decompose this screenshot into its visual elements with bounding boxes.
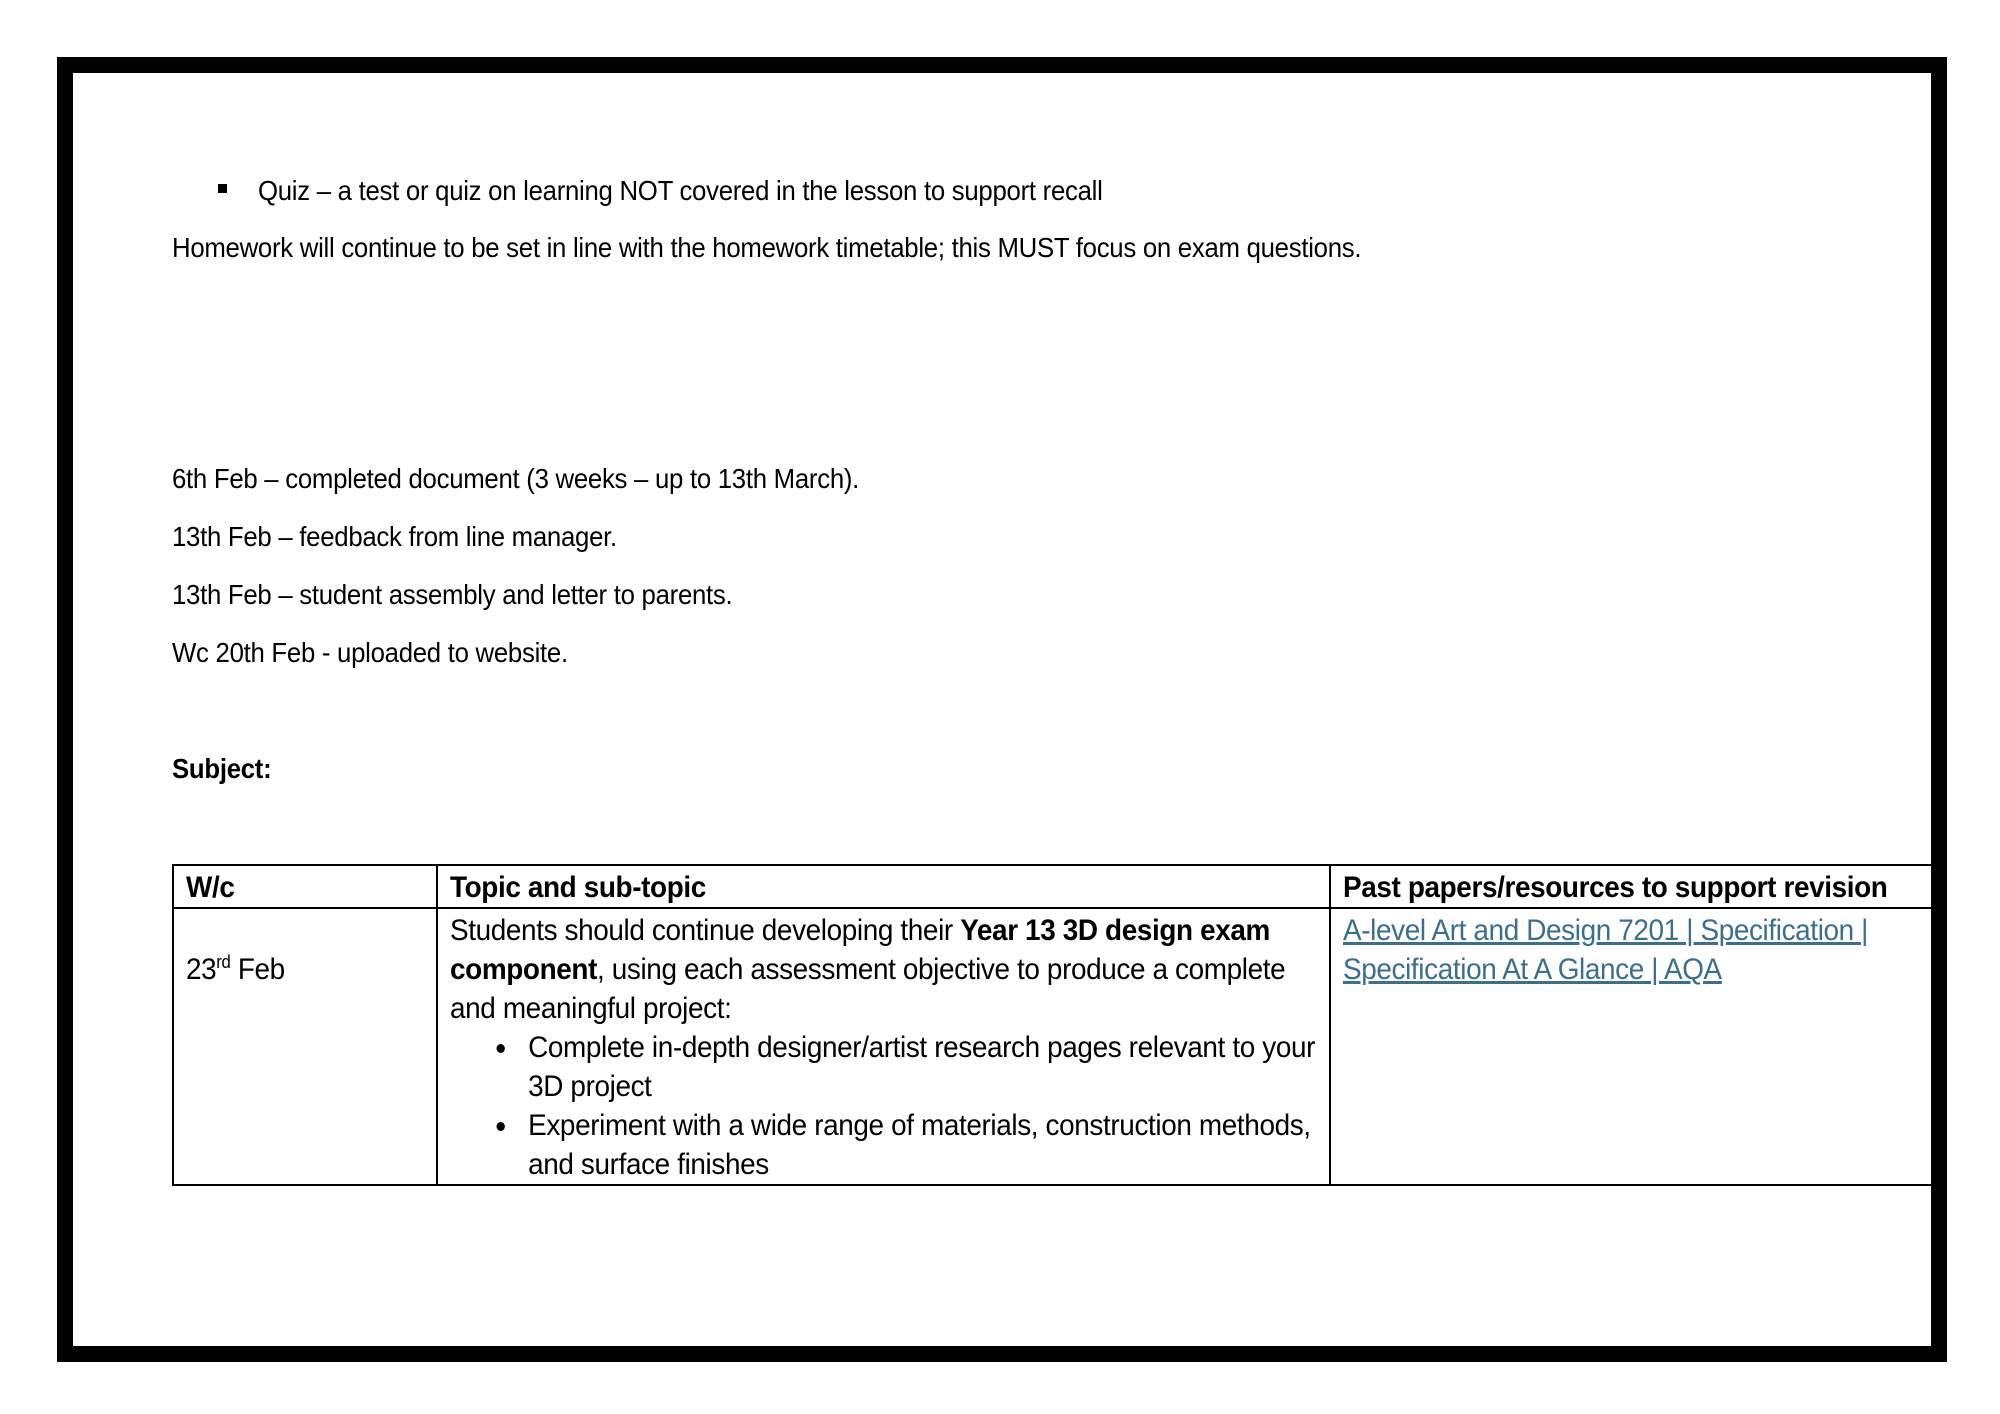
list-item: • Complete in-depth designer/artist research pages relevant to your 3D project xyxy=(519,1028,1321,1106)
wc-cell: 23rd Feb xyxy=(173,908,437,1185)
timeline-item: Wc 20th Feb - uploaded to website. xyxy=(172,637,568,668)
topic-intro: Students should continue developing their xyxy=(450,914,961,947)
timeline-item: 6th Feb – completed document (3 weeks – up to 13th March). xyxy=(172,463,860,494)
revision-table xyxy=(172,864,1888,1186)
header-resources: Past papers/resources to support revision xyxy=(1330,865,1932,908)
header-wc: W/c xyxy=(173,865,437,908)
topic-bold: Year 13 3D design exam component xyxy=(450,914,1270,986)
square-bullet-icon xyxy=(218,184,227,193)
quiz-bullet-text: Quiz – a test or quiz on learning NOT covered in the lesson to support recall xyxy=(258,175,1103,206)
topic-cell xyxy=(437,908,1330,1185)
aqa-specification-link[interactable]: A-level Art and Design 7201 | Specification | Specification At A Glance | AQA xyxy=(1343,914,1869,986)
timeline-item: 13th Feb – feedback from line manager. xyxy=(172,521,617,552)
list-item: • Experiment with a wide range of materials, construction methods, and surface finishes xyxy=(519,1106,1321,1184)
resources-cell xyxy=(1330,908,1932,1185)
table-row xyxy=(173,908,1932,1185)
subject-label: Subject: xyxy=(172,753,272,784)
homework-text: Homework will continue to be set in line with the homework timetable; this MUST focus on exam questions. xyxy=(172,232,1362,263)
header-topic: Topic and sub-topic xyxy=(437,865,1330,908)
table-header-row xyxy=(173,865,1932,908)
topic-intro-end: , using each assessment objective to produce a complete and meaningful project: xyxy=(450,953,1286,1025)
topic-bullet-list xyxy=(450,1028,1321,1184)
timeline-item: 13th Feb – student assembly and letter to parents. xyxy=(172,579,733,610)
